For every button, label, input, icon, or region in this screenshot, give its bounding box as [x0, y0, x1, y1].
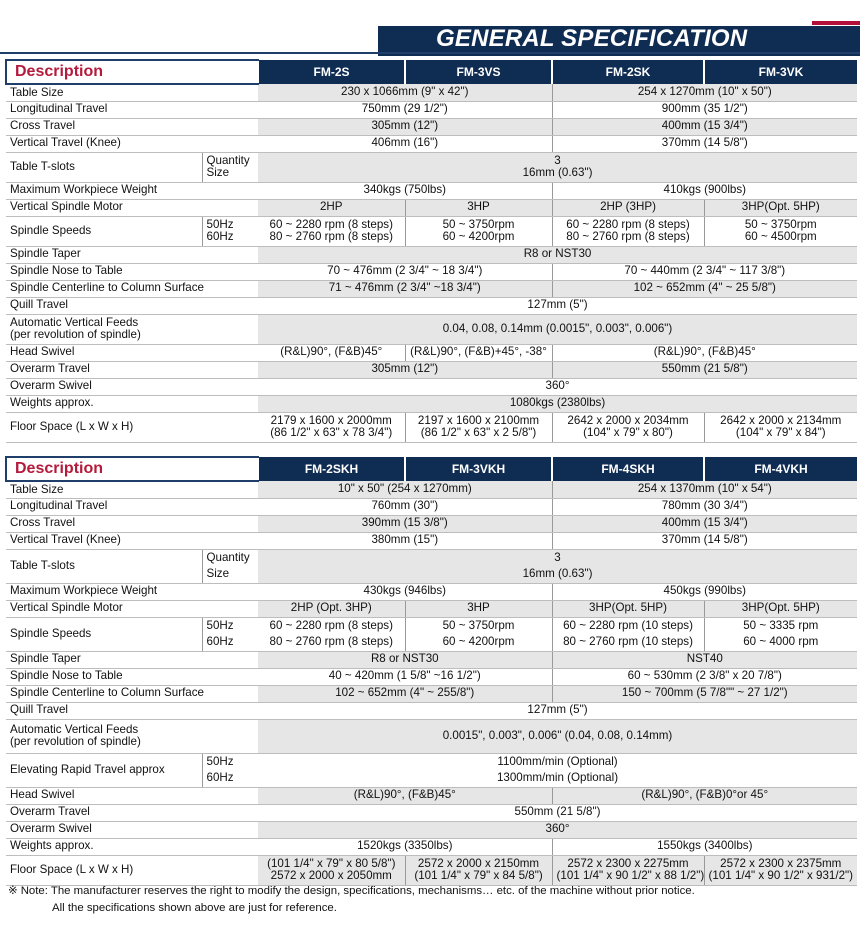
row-label: Floor Space (L x W x H) [6, 412, 258, 442]
table-row [6, 481, 857, 498]
row-value [258, 412, 405, 442]
row-value: 3HP(Opt. 5HP) [552, 600, 704, 617]
speed-50hz: 60 ~ 2280 rpm (8 steps) [566, 217, 690, 231]
row-value: R8 or NST30 [258, 246, 857, 263]
table-row [6, 280, 857, 297]
row-value: 2HP (Opt. 3HP) [258, 600, 405, 617]
row-label: Quill Travel [6, 702, 258, 719]
tslot-size: 16mm (0.63") [522, 166, 593, 179]
row-label-line2: (per revolution of spindle) [10, 735, 141, 748]
table-row [6, 855, 857, 885]
row-label: Vertical Spindle Motor [6, 199, 258, 216]
table-row [6, 101, 857, 118]
row-value [258, 855, 405, 885]
table-row [6, 135, 857, 152]
row-label: Maximum Workpiece Weight [6, 182, 258, 199]
speed-50hz: 50 ~ 3335 rpm [743, 619, 819, 632]
table-row [6, 216, 857, 246]
row-label: Table T-slots [6, 152, 202, 182]
row-label: Weights approx. [6, 395, 258, 412]
row-value [704, 855, 857, 885]
row-sublabel [202, 216, 258, 246]
floor-metric: 2179 x 1600 x 2000mm [270, 413, 392, 427]
table-row [6, 263, 857, 280]
table-row [6, 668, 857, 685]
floor-imperial: (101 1/4" x 90 1/2" x 88 1/2") [556, 869, 705, 882]
row-value [552, 216, 704, 246]
row-label: Spindle Speeds [6, 216, 202, 246]
row-label: Spindle Taper [6, 651, 258, 668]
row-value: (R&L)90°, (F&B)45° [552, 344, 857, 361]
floor-imperial: (101 1/4" x 90 1/2" x 931/2") [708, 869, 853, 882]
floor-metric: 2642 x 2000 x 2134mm [720, 413, 842, 427]
title-rule [0, 52, 860, 54]
speed-50hz: 50 ~ 3750rpm [744, 217, 817, 231]
row-label: Table Size [6, 84, 258, 101]
row-value: 230 x 1066mm (9" x 42") [258, 84, 552, 101]
floor-metric: 2642 x 2000 x 2034mm [567, 413, 689, 427]
table-row [6, 821, 857, 838]
row-value: 400mm (15 3/4") [552, 118, 857, 135]
row-value: 430kgs (946lbs) [258, 583, 552, 600]
table-row [6, 651, 857, 668]
floor-metric: 2572 x 2000 x 2050mm [270, 869, 392, 882]
row-label: Vertical Spindle Motor [6, 600, 258, 617]
row-label: Spindle Speeds [6, 617, 202, 651]
table-row [6, 685, 857, 702]
floor-imperial: (101 1/4" x 79" x 84 5/8") [414, 869, 543, 882]
floor-imperial: (104" x 79" x 80") [583, 426, 673, 439]
row-value [258, 549, 857, 583]
speed-60hz: 60 ~ 4000 rpm [743, 635, 819, 648]
table-row [6, 297, 857, 314]
sublabel-size: Size [206, 166, 230, 179]
row-label: Overarm Travel [6, 804, 258, 821]
model-header: FM-2SK [552, 60, 704, 84]
row-value [405, 617, 552, 651]
row-value: 127mm (5") [258, 702, 857, 719]
sublabel-60hz: 60Hz [206, 230, 234, 243]
row-value: 150 ~ 700mm (5 7/8"" ~ 27 1/2") [552, 685, 857, 702]
row-label: Longitudinal Travel [6, 101, 258, 118]
floor-imperial: (86 1/2" x 63" x 2 5/8") [420, 426, 537, 439]
row-value: 760mm (30") [258, 498, 552, 515]
tslot-size: 16mm (0.63") [522, 567, 593, 580]
row-label-line1: Automatic Vertical Feeds [10, 315, 139, 329]
row-value: 305mm (12") [258, 361, 552, 378]
table-row [6, 412, 857, 442]
footnote-line2: All the specifications shown above are just for reference. [52, 902, 337, 914]
table-row [6, 600, 857, 617]
floor-metric: 2572 x 2300 x 2275mm [567, 856, 689, 870]
table-row [6, 378, 857, 395]
row-value: 71 ~ 476mm (2 3/4" ~18 3/4") [258, 280, 552, 297]
model-header: FM-3VK [704, 60, 857, 84]
table-row [6, 246, 857, 263]
row-label: Elevating Rapid Travel approx [6, 753, 202, 787]
row-value: 2HP [258, 199, 405, 216]
row-value: 70 ~ 440mm (2 3/4" ~ 117 3/8") [552, 263, 857, 280]
tslot-quantity: 3 [554, 551, 561, 564]
table-row [6, 719, 857, 753]
row-value: 40 ~ 420mm (1 5/8" ~16 1/2") [258, 668, 552, 685]
row-value: 10" x 50" (254 x 1270mm) [258, 481, 552, 498]
row-label: Overarm Swivel [6, 821, 258, 838]
row-value [704, 216, 857, 246]
table-row [6, 838, 857, 855]
row-label: Vertical Travel (Knee) [6, 532, 258, 549]
description-heading: Description [6, 60, 258, 84]
table-row [6, 787, 857, 804]
row-sublabel [202, 617, 258, 651]
row-value: 254 x 1270mm (10" x 50") [552, 84, 857, 101]
row-label: Longitudinal Travel [6, 498, 258, 515]
table-row [6, 804, 857, 821]
table-row [6, 314, 857, 344]
row-label: Weights approx. [6, 838, 258, 855]
row-value: 406mm (16") [258, 135, 552, 152]
speed-60hz: 60 ~ 4200rpm [442, 230, 515, 243]
sublabel-50hz: 50Hz [206, 619, 234, 632]
row-value [552, 855, 704, 885]
row-value: 3HP [405, 199, 552, 216]
row-value: 102 ~ 652mm (4" ~ 25 5/8") [552, 280, 857, 297]
speed-60hz: 80 ~ 2760 rpm (8 steps) [269, 635, 393, 648]
sublabel-60hz: 60Hz [206, 635, 234, 648]
speed-60hz: 60 ~ 4200rpm [442, 635, 515, 648]
sublabel-50hz: 50Hz [206, 755, 234, 768]
row-value: 1520kgs (3350lbs) [258, 838, 552, 855]
table-row [6, 84, 857, 101]
row-value [405, 855, 552, 885]
row-label: Cross Travel [6, 515, 258, 532]
row-value [552, 412, 704, 442]
row-value: 900mm (35 1/2") [552, 101, 857, 118]
model-header: FM-3VKH [405, 457, 552, 481]
table-row [6, 702, 857, 719]
table-row [6, 361, 857, 378]
model-header: FM-4VKH [704, 457, 857, 481]
row-value: 550mm (21 5/8") [258, 804, 857, 821]
model-header: FM-4SKH [552, 457, 704, 481]
row-label [6, 314, 258, 344]
rapid-60hz: 1300mm/min (Optional) [496, 771, 619, 784]
row-label: Head Swivel [6, 787, 258, 804]
row-label: Spindle Taper [6, 246, 258, 263]
floor-imperial: (86 1/2" x 63" x 78 3/4") [270, 426, 393, 439]
row-value: 370mm (14 5/8") [552, 135, 857, 152]
model-header: FM-2S [258, 60, 405, 84]
row-label: Spindle Centerline to Column Surface [6, 685, 258, 702]
row-value: 750mm (29 1/2") [258, 101, 552, 118]
row-label: Maximum Workpiece Weight [6, 583, 258, 600]
table-row [6, 199, 857, 216]
row-value: 450kgs (990lbs) [552, 583, 857, 600]
row-value [258, 753, 857, 787]
table-row [6, 532, 857, 549]
row-value: 390mm (15 3/8") [258, 515, 552, 532]
row-value: 1550kgs (3400lbs) [552, 838, 857, 855]
table-row [6, 515, 857, 532]
row-value [258, 617, 405, 651]
row-label: Cross Travel [6, 118, 258, 135]
row-label: Table T-slots [6, 549, 202, 583]
row-label-line1: Automatic Vertical Feeds [10, 722, 139, 736]
table-row [6, 182, 857, 199]
row-value: 70 ~ 476mm (2 3/4" ~ 18 3/4") [258, 263, 552, 280]
row-value: 360° [258, 821, 857, 838]
row-value: (R&L)90°, (F&B)45° [258, 344, 405, 361]
row-value: 3HP(Opt. 5HP) [704, 600, 857, 617]
row-value: 60 ~ 530mm (2 3/8" x 20 7/8") [552, 668, 857, 685]
speed-50hz: 50 ~ 3750rpm [442, 217, 515, 231]
row-value [258, 216, 405, 246]
row-value [405, 216, 552, 246]
speed-60hz: 80 ~ 2760 rpm (10 steps) [563, 635, 693, 648]
row-value: 254 x 1370mm (10" x 54") [552, 481, 857, 498]
row-label: Vertical Travel (Knee) [6, 135, 258, 152]
table-row [6, 498, 857, 515]
table-row [6, 549, 857, 583]
floor-metric: 2197 x 1600 x 2100mm [417, 413, 540, 427]
row-label: Floor Space (L x W x H) [6, 855, 258, 885]
row-value [704, 617, 857, 651]
row-value: 370mm (14 5/8") [552, 532, 857, 549]
sublabel-quantity: Quantity [206, 551, 250, 564]
page-title: GENERAL SPECIFICATION [436, 25, 748, 52]
row-label: Quill Travel [6, 297, 258, 314]
row-label: Spindle Nose to Table [6, 263, 258, 280]
sublabel-50hz: 50Hz [206, 217, 234, 231]
table-row [6, 344, 857, 361]
row-value [258, 152, 857, 182]
footnote: ※ Note: The manufacturer reserves the right to modify the design, specifications, mechanisms… etc. of the machine without prior notice. [8, 885, 695, 897]
row-value: 2HP (3HP) [552, 199, 704, 216]
row-value: 340kgs (750lbs) [258, 182, 552, 199]
row-value: R8 or NST30 [258, 651, 552, 668]
row-value: 410kgs (900lbs) [552, 182, 857, 199]
tslot-quantity: 3 [554, 153, 561, 167]
row-value: NST40 [552, 651, 857, 668]
row-value: (R&L)90°, (F&B)+45°, -38° [405, 344, 552, 361]
row-sublabel [202, 753, 258, 787]
table-row [6, 583, 857, 600]
row-value: 102 ~ 652mm (4" ~ 255/8") [258, 685, 552, 702]
spec-table-1 [5, 59, 857, 443]
title-accent-bar [812, 21, 860, 25]
row-label: Head Swivel [6, 344, 258, 361]
row-label: Overarm Swivel [6, 378, 258, 395]
model-header: FM-2SKH [258, 457, 405, 481]
table-row [6, 152, 857, 182]
speed-50hz: 60 ~ 2280 rpm (10 steps) [563, 619, 693, 632]
model-header: FM-3VS [405, 60, 552, 84]
row-label: Spindle Nose to Table [6, 668, 258, 685]
sublabel-60hz: 60Hz [206, 771, 234, 784]
table-row [6, 753, 857, 787]
spec-table-2 [5, 456, 857, 886]
floor-metric: 2572 x 2300 x 2375mm [720, 856, 842, 870]
row-value: 1080kgs (2380lbs) [258, 395, 857, 412]
row-label: Spindle Centerline to Column Surface [6, 280, 258, 297]
sublabel-size: Size [206, 567, 230, 580]
speed-60hz: 80 ~ 2760 rpm (8 steps) [269, 230, 393, 243]
row-value: 380mm (15") [258, 532, 552, 549]
row-label-line2: (per revolution of spindle) [10, 328, 141, 341]
row-label [6, 719, 258, 753]
row-value: (R&L)90°, (F&B)45° [258, 787, 552, 804]
floor-imperial: (104" x 79" x 84") [735, 426, 826, 439]
row-value: 305mm (12") [258, 118, 552, 135]
description-heading: Description [6, 457, 258, 481]
row-sublabel [202, 549, 258, 583]
row-value: 0.0015", 0.003", 0.006" (0.04, 0.08, 0.14mm) [258, 719, 857, 753]
table-row [6, 118, 857, 135]
row-value: 780mm (30 3/4") [552, 498, 857, 515]
row-sublabel [202, 152, 258, 182]
row-value [405, 412, 552, 442]
row-value: 3HP(Opt. 5HP) [704, 199, 857, 216]
row-value: (R&L)90°, (F&B)0°or 45° [552, 787, 857, 804]
rapid-50hz: 1100mm/min (Optional) [497, 755, 618, 768]
floor-imperial: (101 1/4" x 79" x 80 5/8") [267, 856, 396, 870]
row-value [704, 412, 857, 442]
table-row [6, 617, 857, 651]
row-label: Overarm Travel [6, 361, 258, 378]
speed-50hz: 60 ~ 2280 rpm (8 steps) [269, 619, 393, 632]
floor-metric: 2572 x 2000 x 2150mm [417, 856, 540, 870]
speed-60hz: 60 ~ 4500rpm [744, 230, 817, 243]
row-value: 360° [258, 378, 857, 395]
row-value: 400mm (15 3/4") [552, 515, 857, 532]
row-value [552, 617, 704, 651]
row-value: 0.04, 0.08, 0.14mm (0.0015", 0.003", 0.006") [258, 314, 857, 344]
speed-50hz: 60 ~ 2280 rpm (8 steps) [269, 217, 393, 231]
sublabel-quantity: Quantity [206, 153, 250, 167]
row-value: 127mm (5") [258, 297, 857, 314]
table-row [6, 395, 857, 412]
speed-50hz: 50 ~ 3750rpm [442, 619, 515, 632]
row-label: Table Size [6, 481, 258, 498]
speed-60hz: 80 ~ 2760 rpm (8 steps) [566, 230, 690, 243]
row-value: 550mm (21 5/8") [552, 361, 857, 378]
row-value: 3HP [405, 600, 552, 617]
